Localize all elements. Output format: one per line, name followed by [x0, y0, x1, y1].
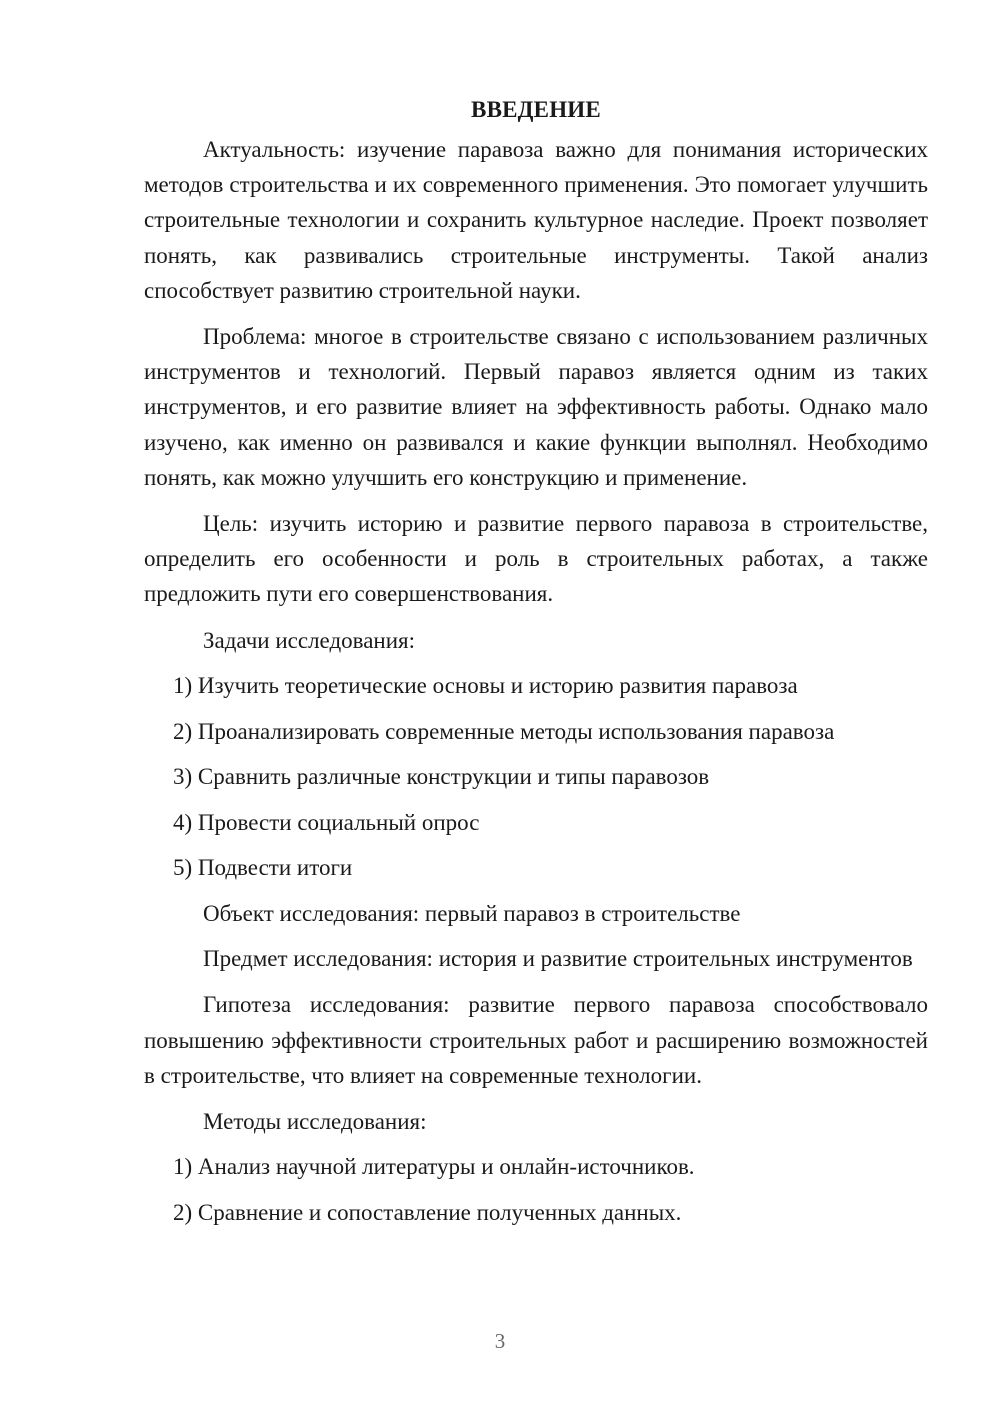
task-item-2: 2) Проанализировать современные методы использования паравоза — [173, 718, 835, 744]
document-page — [144, 92, 928, 1240]
page-number: 3 — [494, 1329, 506, 1353]
tasks-heading: Задачи исследования: — [203, 627, 416, 653]
research-subject: Предмет исследования: история и развитие строительных инструментов — [203, 946, 913, 972]
research-object: Объект исследования: первый паравоз в строительстве — [203, 900, 741, 926]
task-item-5: 5) Подвести итоги — [173, 855, 353, 881]
task-item-1: 1) Изучить теоретические основы и историю развития паравоза — [173, 673, 798, 699]
section-title: ВВЕДЕНИЕ — [471, 97, 601, 122]
hypothesis-paragraph: Гипотеза исследования: развитие первого паравоза способствовало повышению эффективности строительных работ и расширению возможностей в строительстве, что влияет на современные технологии. — [144, 992, 928, 1088]
task-item-3: 3) Сравнить различные конструкции и типы паравозов — [173, 764, 710, 790]
problem-paragraph: Проблема: многое в строительстве связано с использованием различных инструментов и технологий. Первый паравоз является одним из таких инструментов, и его развитие влияет на эффективность работы. Однако мало изучено, как именно он развивался и какие функции выполнял. Необходимо понять, как можно улучшить его конструкцию и применение. — [144, 324, 928, 490]
relevance-paragraph: Актуальность: изучение паравоза важно для понимания исторических методов строительства и их современного применения. Это помогает улучшить строительные технологии и сохранить культурное наследие. Проект позволяет понять, как развивались строительные инструменты. Такой анализ способствует развитию строительной науки. — [144, 137, 928, 303]
method-item-2: 2) Сравнение и сопоставление полученных данных. — [173, 1199, 682, 1225]
method-item-1: 1) Анализ научной литературы и онлайн-источников. — [173, 1154, 695, 1180]
task-item-4: 4) Провести социальный опрос — [173, 809, 480, 835]
goal-paragraph: Цель: изучить историю и развитие первого паравоза в строительстве, определить его особенности и роль в строительных работах, а также предложить пути его совершенствования. — [144, 511, 928, 607]
methods-heading: Методы исследования: — [203, 1108, 427, 1134]
